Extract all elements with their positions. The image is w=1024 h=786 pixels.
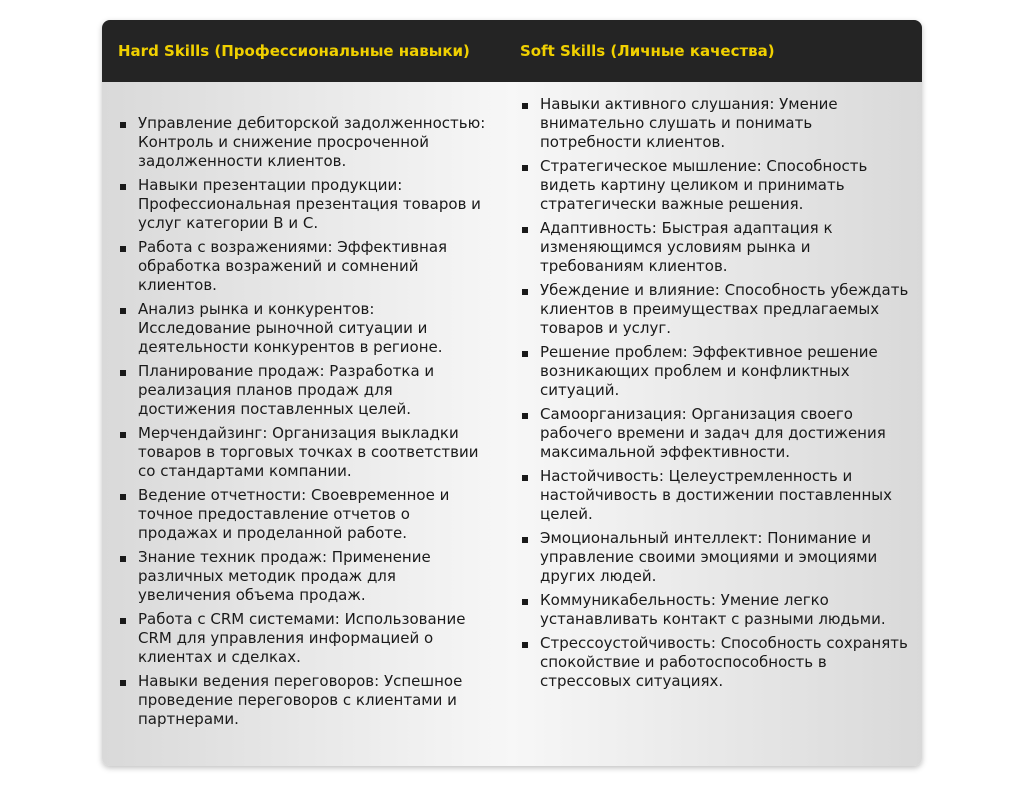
hard-skills-list [102,114,504,729]
soft-skill-text: Самоорганизация: Организация своего рабочего времени и задач для достижения максимальной эффективности. [540,405,886,461]
bullet-icon [522,537,528,543]
soft-skill-item [504,95,922,152]
bullet-icon [522,475,528,481]
hard-skill-text: Мерчендайзинг: Организация выкладки товаров в торговых точках в соответствии со стандартами компании. [138,424,479,480]
hard-skill-text: Работа с возражениями: Эффективная обработка возражений и сомнений клиентов. [138,238,448,294]
bullet-icon [120,246,126,252]
bullet-icon [120,556,126,562]
table-header [102,20,922,82]
soft-skill-text: Стратегическое мышление: Способность видеть картину целиком и принимать стратегически важные решения. [540,157,868,213]
hard-skill-text: Навыки ведения переговоров: Успешное проведение переговоров с клиентами и партнерами. [138,672,463,728]
bullet-icon [120,122,126,128]
bullet-icon [522,413,528,419]
soft-skill-item [504,529,922,586]
bullet-icon [120,432,126,438]
hard-skill-text: Работа с CRM системами: Использование CRM для управления информацией о клиентах и сделках. [138,610,466,666]
bullet-icon [522,642,528,648]
bullet-icon [120,370,126,376]
hard-skill-text: Знание техник продаж: Применение различных методик продаж для увеличения объема продаж. [138,548,431,604]
soft-skill-text: Стрессоустойчивость: Способность сохранять спокойствие и работоспособность в стрессовых ситуациях. [540,634,908,690]
hard-skill-item [102,548,504,605]
hard-skill-item [102,610,504,667]
soft-skill-text: Адаптивность: Быстрая адаптация к изменяющимся условиям рынка и требованиям клиентов. [540,219,833,275]
bullet-icon [522,227,528,233]
hard-skill-item [102,362,504,419]
skills-table [102,20,922,766]
bullet-icon [120,494,126,500]
hard-skill-item [102,486,504,543]
hard-skill-text: Управление дебиторской задолженностью: Контроль и снижение просроченной задолженности клиентов. [138,114,486,170]
hard-skill-text: Ведение отчетности: Своевременное и точное предоставление отчетов о продажах и проделанной работе. [138,486,450,542]
soft-skill-text: Коммуникабельность: Умение легко устанавливать контакт с разными людьми. [540,591,886,628]
hard-skills-column [102,82,504,766]
soft-skill-text: Эмоциональный интеллект: Понимание и управление своими эмоциями и эмоциями других людей. [540,529,878,585]
soft-skill-text: Убеждение и влияние: Способность убеждать клиентов в преимуществах предлагаемых товаров и услуг. [540,281,909,337]
bullet-icon [120,618,126,624]
soft-skills-list [504,95,922,691]
soft-skill-text: Настойчивость: Целеустремленность и настойчивость в достижении поставленных целей. [540,467,892,523]
hard-skill-item [102,300,504,357]
bullet-icon [120,308,126,314]
bullet-icon [120,680,126,686]
soft-skill-text: Решение проблем: Эффективное решение возникающих проблем и конфликтных ситуаций. [540,343,878,399]
hard-skill-text: Анализ рынка и конкурентов: Исследование рыночной ситуации и деятельности конкурентов в регионе. [138,300,443,356]
soft-skill-item [504,467,922,524]
soft-skill-item [504,281,922,338]
table-body [102,82,922,766]
hard-skill-item [102,238,504,295]
hard-skill-text: Навыки презентации продукции: Профессиональная презентация товаров и услуг категории В и С. [138,176,481,232]
bullet-icon [522,599,528,605]
hard-skill-item [102,672,504,729]
soft-skill-item [504,634,922,691]
hard-skills-header: Hard Skills (Профессиональные навыки) [118,41,470,60]
soft-skill-item [504,591,922,629]
hard-skill-item [102,114,504,171]
soft-skill-item [504,343,922,400]
bullet-icon [522,103,528,109]
soft-skill-item [504,219,922,276]
hard-skill-item [102,176,504,233]
soft-skill-item [504,157,922,214]
soft-skills-header: Soft Skills (Личные качества) [520,41,775,60]
soft-skill-text: Навыки активного слушания: Умение внимательно слушать и понимать потребности клиентов. [540,95,838,151]
soft-skills-column [504,82,922,766]
bullet-icon [522,351,528,357]
hard-skill-item [102,424,504,481]
hard-skill-text: Планирование продаж: Разработка и реализация планов продаж для достижения поставленных целей. [138,362,435,418]
soft-skill-item [504,405,922,462]
bullet-icon [120,184,126,190]
bullet-icon [522,289,528,295]
bullet-icon [522,165,528,171]
